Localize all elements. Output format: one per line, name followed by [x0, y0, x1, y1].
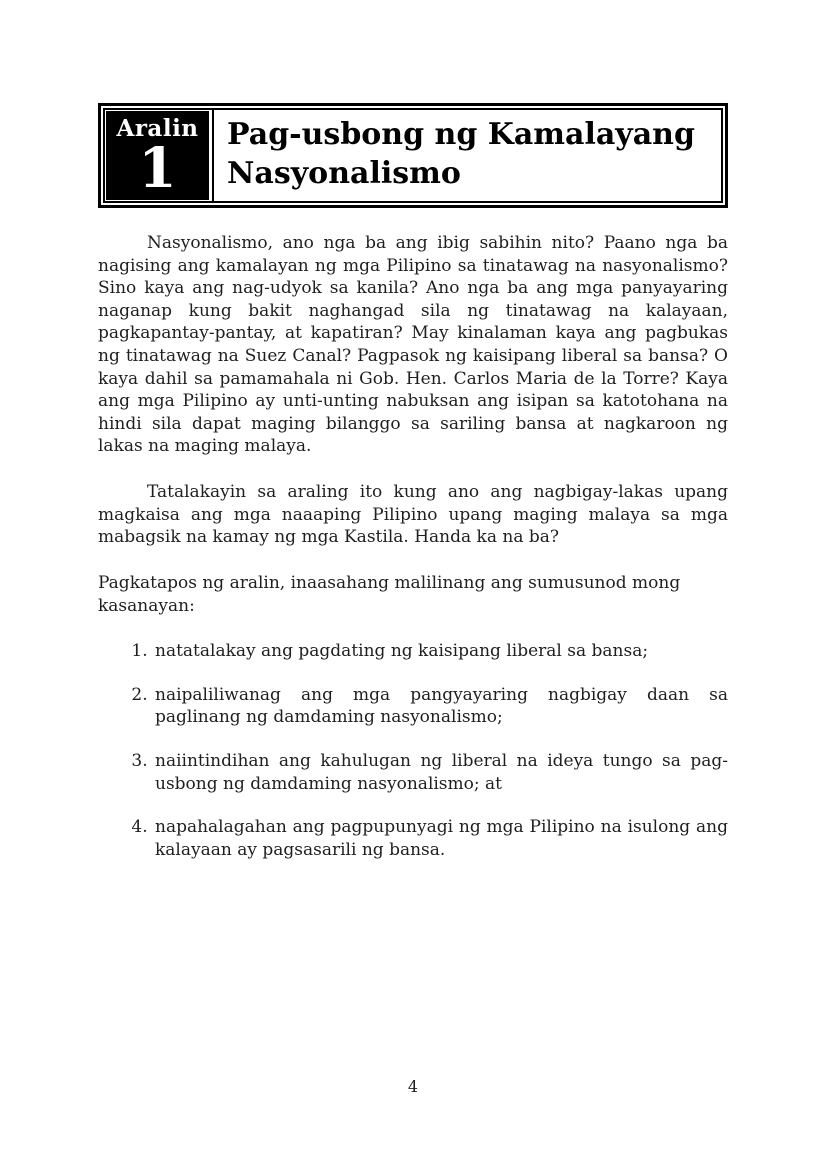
lesson-number: 1	[138, 135, 177, 200]
objective-item: 4. napahalagahan ang pagpupunyagi ng mga Pilipino na isulong ang kalayaan ay pagsasarili ng bansa.	[153, 816, 728, 861]
lesson-number-box	[106, 111, 209, 200]
lesson-banner-frame	[103, 108, 723, 203]
overview-paragraph: Tatalakayin sa araling ito kung ano ang nagbigay-lakas upang magkaisa ang mga naaaping Pilipino upang maging malaya sa mga mabagsik na kamay ng mga Kastila. Handa ka na ba?	[98, 482, 728, 548]
objectives-list	[98, 640, 728, 861]
lesson-title-line1: Pag-usbong ng Kamalayang	[227, 117, 695, 152]
intro-paragraph: Nasyonalismo, ano nga ba ang ibig sabihin nito? Paano nga ba nagising ang kamalayan ng mga Pilipino sa tinatawag na nasyonalismo? Sino kaya ang nag-udyok sa kanila? Ano nga ba ang mga panyayaring naganap kung bakit naghangad sila ng tinatawag na kalayaan, pagkapantay-pantay, at kapatiran? May kinalaman kaya ang pagbukas ng tinatawag na Suez Canal? Pagpasok ng kaisipang liberal sa bansa? O kaya dahil sa pamamahala ni Gob. Hen. Carlos Maria de la Torre? Kaya ang mga Pilipino ay unti-unting nabuksan ang isipan sa katotohana na hindi sila dapat maging bilanggo sa sariling bansa at nagkaroon ng lakas na maging malaya.	[98, 233, 728, 457]
lesson-label: Aralin	[116, 115, 199, 142]
page-number: 4	[407, 1077, 419, 1096]
objective-item: 1. natatalakay ang pagdating ng kaisipang liberal sa bansa;	[153, 640, 728, 663]
lesson-title-line2: Nasyonalismo	[227, 156, 461, 191]
objectives-intro: Pagkatapos ng aralin, inaasahang malilinang ang sumusunod mong kasanayan:	[98, 572, 681, 616]
page-content	[98, 103, 728, 882]
lesson-banner	[98, 103, 728, 208]
lesson-title	[212, 110, 721, 201]
objective-item: 2. naipaliliwanag ang mga pangyayaring nagbigay daan sa paglinang ng damdaming nasyonalismo;	[153, 684, 728, 729]
objective-item: 3. naiintindihan ang kahulugan ng liberal na ideya tungo sa pag-usbong ng damdaming nasyonalismo; at	[153, 750, 728, 795]
